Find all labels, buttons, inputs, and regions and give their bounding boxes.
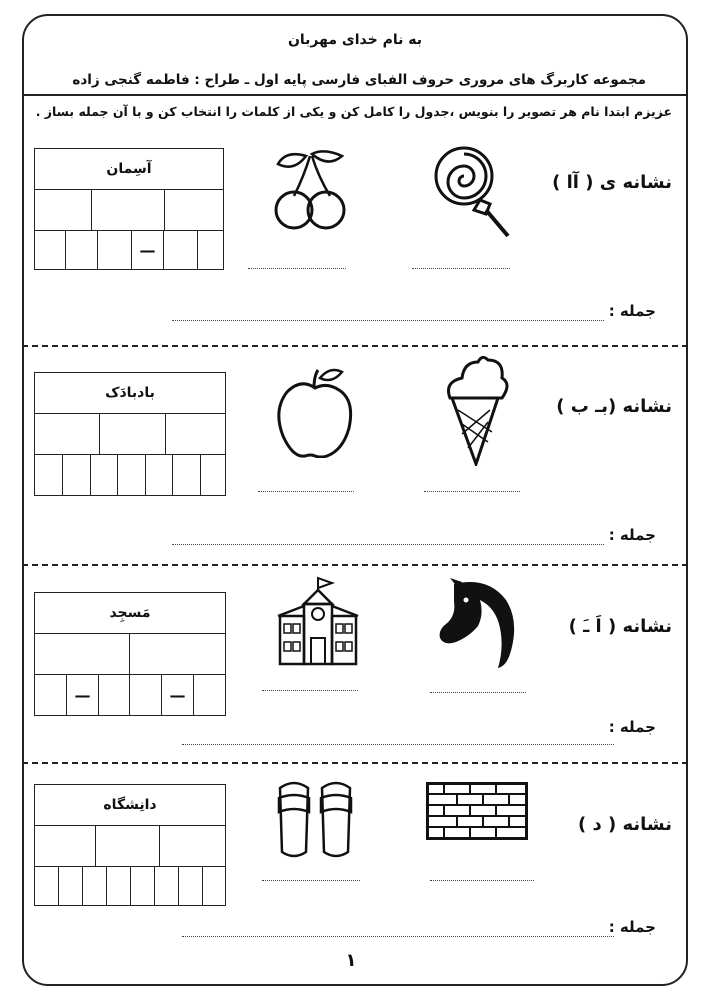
grid-letter-row: [35, 455, 225, 495]
grid-syllable-row: [35, 190, 223, 231]
sentence-blank-1[interactable]: [172, 320, 604, 321]
letter-box[interactable]: [97, 231, 131, 269]
syllable-box[interactable]: [35, 190, 91, 230]
sentence-blank-2[interactable]: [172, 544, 604, 545]
picture-name-blank-1[interactable]: [430, 880, 534, 881]
instruction-text: عزیزم ابتدا نام هر تصویر را بنویس ،جدول را کامل کن و یکی از کلمات را انتخاب کن و با آن جمله بساز .: [35, 104, 672, 119]
letter-box[interactable]: [58, 867, 82, 905]
picture-name-blank-1[interactable]: [430, 692, 526, 693]
letter-box[interactable]: [35, 455, 62, 495]
grid-letter-row: [35, 675, 225, 715]
slippers-icon: [274, 778, 356, 860]
section-2-label: نشانه (بـ ب ): [556, 396, 672, 417]
sentence-label-1: جمله :: [608, 302, 656, 320]
grid-word: آسِمان: [35, 149, 223, 190]
syllable-box[interactable]: [129, 634, 224, 674]
section-divider: [22, 345, 688, 347]
ice-cream-icon: [440, 352, 510, 466]
grid-syllable-row: [35, 634, 225, 675]
picture-name-blank-2[interactable]: [262, 690, 358, 691]
word-grid-3: [34, 592, 226, 716]
letter-box[interactable]: [145, 455, 172, 495]
letter-box[interactable]: —: [131, 231, 163, 269]
sentence-label-3: جمله :: [608, 718, 656, 736]
grid-letter-row: [35, 231, 223, 269]
letter-box[interactable]: [62, 455, 90, 495]
page-title: به نام خدای مهربان: [287, 32, 423, 48]
section-3-label: نشانه ( اَ ـَ ): [568, 616, 672, 637]
letter-box[interactable]: [90, 455, 117, 495]
syllable-box[interactable]: [91, 190, 164, 230]
section-divider: [22, 762, 688, 764]
syllable-box[interactable]: [164, 190, 222, 230]
letter-box[interactable]: [35, 675, 66, 715]
grid-word: دانِشگاه: [35, 785, 225, 826]
grid-letter-row: [35, 867, 225, 905]
letter-box[interactable]: [130, 867, 154, 905]
letter-box[interactable]: [82, 867, 106, 905]
letter-box[interactable]: [98, 675, 129, 715]
syllable-box[interactable]: [35, 826, 95, 866]
sentence-blank-4[interactable]: [182, 936, 614, 937]
school-icon: [274, 576, 362, 666]
syllable-box[interactable]: [35, 634, 129, 674]
picture-name-blank-2[interactable]: [248, 268, 346, 269]
cherry-icon: [272, 146, 352, 236]
word-grid-4: [34, 784, 226, 906]
syllable-box[interactable]: [99, 414, 165, 454]
letter-box[interactable]: [154, 867, 178, 905]
word-grid-2: [34, 372, 226, 496]
letter-box[interactable]: [202, 867, 224, 905]
page-number: ۱: [345, 950, 357, 971]
section-divider: [22, 564, 688, 566]
picture-name-blank-1[interactable]: [424, 491, 520, 492]
syllable-box[interactable]: [95, 826, 159, 866]
syllable-box[interactable]: [165, 414, 224, 454]
grid-word: مَسجِد: [35, 593, 225, 634]
brick-wall-icon: [426, 782, 528, 840]
apple-icon: [274, 366, 356, 458]
header: [22, 14, 688, 96]
picture-name-blank-2[interactable]: [258, 491, 354, 492]
grid-syllable-row: [35, 826, 225, 867]
letter-box[interactable]: [65, 231, 97, 269]
letter-box[interactable]: [197, 231, 222, 269]
page-subtitle: مجموعه کاربرگ های مروری حروف الفبای فارسی پایه اول ـ طراح : فاطمه گنجی زاده: [72, 72, 646, 88]
letter-box[interactable]: [35, 867, 58, 905]
word-grid-1: [34, 148, 224, 270]
picture-name-blank-1[interactable]: [412, 268, 510, 269]
grid-syllable-row: [35, 414, 225, 455]
horse-icon: [432, 574, 522, 670]
section-4-label: نشانه ( د ): [578, 814, 672, 835]
letter-box[interactable]: [117, 455, 145, 495]
section-1-label: نشانه ی ( آا ): [552, 172, 672, 193]
letter-box[interactable]: [106, 867, 130, 905]
syllable-box[interactable]: [159, 826, 224, 866]
letter-box[interactable]: [129, 675, 161, 715]
letter-box[interactable]: —: [161, 675, 193, 715]
letter-box[interactable]: [200, 455, 224, 495]
sentence-label-4: جمله :: [608, 918, 656, 936]
sentence-blank-3[interactable]: [182, 744, 614, 745]
letter-box[interactable]: [193, 675, 224, 715]
letter-box[interactable]: [35, 231, 65, 269]
header-divider: [22, 94, 688, 96]
letter-box[interactable]: [163, 231, 197, 269]
picture-name-blank-2[interactable]: [262, 880, 360, 881]
letter-box[interactable]: —: [66, 675, 98, 715]
grid-word: بادبادَک: [35, 373, 225, 414]
letter-box[interactable]: [172, 455, 200, 495]
syllable-box[interactable]: [35, 414, 99, 454]
lollipop-icon: [428, 140, 518, 240]
letter-box[interactable]: [178, 867, 202, 905]
sentence-label-2: جمله :: [608, 526, 656, 544]
